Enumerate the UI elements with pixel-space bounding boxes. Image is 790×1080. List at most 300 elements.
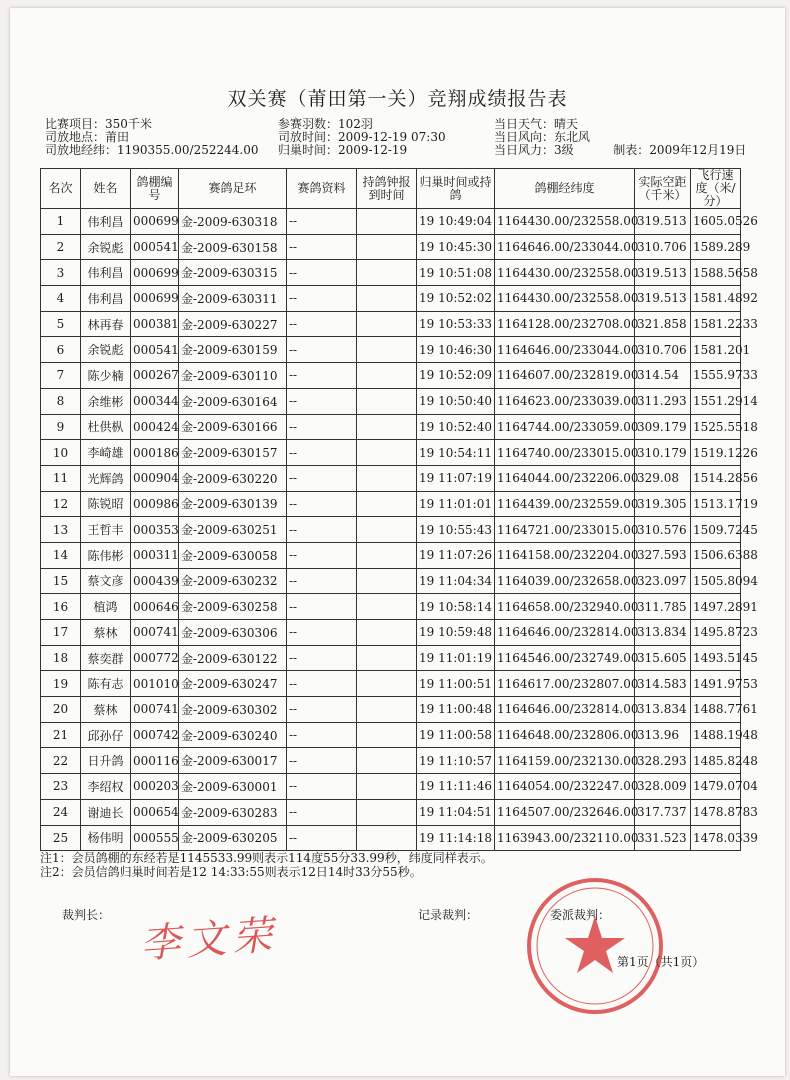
record-judge-label: 记录裁判： (418, 908, 479, 922)
table-cell: 328.009 (635, 774, 691, 800)
table-cell: 1488.7761 (691, 697, 741, 723)
table-cell (357, 311, 417, 337)
table-cell: 陈少楠 (81, 363, 131, 389)
table-cell: -- (287, 799, 357, 825)
table-row (41, 286, 741, 312)
table-cell: 1164646.00/233044.00 (495, 234, 635, 260)
table-cell: -- (287, 517, 357, 543)
table-cell (357, 209, 417, 235)
table-cell: 313.834 (635, 620, 691, 646)
table-row (41, 491, 741, 517)
table-cell (357, 774, 417, 800)
table-cell: 杨伟明 (81, 825, 131, 851)
table-cell: 328.293 (635, 748, 691, 774)
race-item: 比赛项目：350千米 (45, 117, 152, 131)
table-cell: 323.097 (635, 568, 691, 594)
table-cell: 19 10:54:11 (417, 440, 495, 466)
report-sheet (10, 8, 785, 1076)
table-cell: 1164646.00/232814.00 (495, 620, 635, 646)
table-row (41, 234, 741, 260)
table-cell: 陈伟彬 (81, 542, 131, 568)
table-cell: 000699 (131, 209, 179, 235)
official-seal-stamp (525, 876, 665, 1016)
table-cell: 1493.5145 (691, 645, 741, 671)
table-cell: 19 (41, 671, 81, 697)
table-cell: 1551.2914 (691, 388, 741, 414)
table-cell: 1509.7245 (691, 517, 741, 543)
table-cell: 蔡奕群 (81, 645, 131, 671)
table-cell: 1164128.00/232708.00 (495, 311, 635, 337)
column-header: 赛鸽足环 (179, 169, 287, 209)
table-cell (357, 414, 417, 440)
table-cell: 19 11:01:19 (417, 645, 495, 671)
table-cell: 19 10:50:40 (417, 388, 495, 414)
table-cell (357, 286, 417, 312)
table-cell: 19 11:07:26 (417, 542, 495, 568)
table-cell: -- (287, 311, 357, 337)
table-cell: 金-2009-630205 (179, 825, 287, 851)
table-cell: -- (287, 594, 357, 620)
table-cell (357, 825, 417, 851)
table-row (41, 311, 741, 337)
table-cell: 19 11:11:46 (417, 774, 495, 800)
table-row (41, 542, 741, 568)
table-cell: 1513.1719 (691, 491, 741, 517)
table-cell: 1478.0339 (691, 825, 741, 851)
table-cell: 19 11:04:51 (417, 799, 495, 825)
table-row (41, 568, 741, 594)
table-cell (357, 363, 417, 389)
table-cell: 315.605 (635, 645, 691, 671)
table-cell: 金-2009-630139 (179, 491, 287, 517)
table-cell: 伟利昌 (81, 260, 131, 286)
table-cell: 1164658.00/232940.00 (495, 594, 635, 620)
table-cell: 1581.4892 (691, 286, 741, 312)
table-cell: 1163943.00/232110.00 (495, 825, 635, 851)
table-row (41, 645, 741, 671)
release-coords: 司放地经纬：1190355.00/252244.00 (45, 143, 259, 157)
table-cell (357, 440, 417, 466)
column-header: 赛鸽资料 (287, 169, 357, 209)
table-cell: 金-2009-630251 (179, 517, 287, 543)
table-cell: 金-2009-630318 (179, 209, 287, 235)
table-cell: 1506.6388 (691, 542, 741, 568)
table-cell: 19 11:14:18 (417, 825, 495, 851)
table-row (41, 209, 741, 235)
table-cell: 000541 (131, 337, 179, 363)
table-cell: 金-2009-630058 (179, 542, 287, 568)
table-cell: 日升鸽 (81, 748, 131, 774)
table-cell: 19 10:51:08 (417, 260, 495, 286)
table-cell: 000267 (131, 363, 179, 389)
table-cell: -- (287, 645, 357, 671)
table-cell: 金-2009-630302 (179, 697, 287, 723)
note-2: 注2：会员信鸽归巢时间若是12 14:33:55则表示12日14时33分55秒。 (40, 865, 422, 879)
weather-info (494, 118, 746, 157)
table-cell: 317.737 (635, 799, 691, 825)
table-row (41, 620, 741, 646)
table-cell: 15 (41, 568, 81, 594)
table-cell: 蔡文彦 (81, 568, 131, 594)
table-cell: 李绍权 (81, 774, 131, 800)
table-cell: 1491.9753 (691, 671, 741, 697)
table-cell: 1 (41, 209, 81, 235)
table-cell: 000353 (131, 517, 179, 543)
table-cell: 000439 (131, 568, 179, 594)
table-cell: 金-2009-630240 (179, 722, 287, 748)
table-cell: 1497.2891 (691, 594, 741, 620)
wind-force-row (494, 144, 746, 157)
table-body (41, 209, 758, 851)
table-cell: 000186 (131, 440, 179, 466)
table-cell: 1485.8248 (691, 748, 741, 774)
table-cell: 19 11:07:19 (417, 465, 495, 491)
table-cell: 2 (41, 234, 81, 260)
table-row (41, 440, 741, 466)
chief-judge-label: 裁判长： (62, 908, 111, 922)
table-cell: -- (287, 620, 357, 646)
table-cell: 1581.2233 (691, 311, 741, 337)
table-cell (357, 620, 417, 646)
table-cell (357, 722, 417, 748)
table-cell: 金-2009-630315 (179, 260, 287, 286)
table-cell: 1588.5658 (691, 260, 741, 286)
table-cell: -- (287, 440, 357, 466)
table-cell: -- (287, 825, 357, 851)
table-row (41, 465, 741, 491)
table-row (41, 722, 741, 748)
weather: 当日天气：晴天 (494, 117, 579, 131)
table-cell: 1164039.00/232658.00 (495, 568, 635, 594)
table-cell: 1164740.00/233015.00 (495, 440, 635, 466)
table-cell: 杜供枞 (81, 414, 131, 440)
table-cell: 14 (41, 542, 81, 568)
table-cell: 金-2009-630258 (179, 594, 287, 620)
race-info (45, 118, 258, 157)
table-cell: 319.513 (635, 209, 691, 235)
table-cell: 311.293 (635, 388, 691, 414)
table-cell: 310.706 (635, 337, 691, 363)
table-cell: 植鸿 (81, 594, 131, 620)
table-cell: 1164617.00/232807.00 (495, 671, 635, 697)
table-cell: 金-2009-630164 (179, 388, 287, 414)
table-cell: 1164430.00/232558.00 (495, 286, 635, 312)
table-cell: 000424 (131, 414, 179, 440)
table-cell: 1488.1948 (691, 722, 741, 748)
table-cell: 金-2009-630122 (179, 645, 287, 671)
table-cell: -- (287, 465, 357, 491)
column-header: 飞行速度（米/分） (691, 169, 741, 209)
table-cell: 16 (41, 594, 81, 620)
made-on-date: 制表：2009年12月19日 (613, 143, 747, 157)
table-cell: 3 (41, 260, 81, 286)
table-cell: 17 (41, 620, 81, 646)
table-cell: 19 11:00:48 (417, 697, 495, 723)
table-cell: 19 11:10:57 (417, 748, 495, 774)
table-cell (357, 568, 417, 594)
table-cell: 000344 (131, 388, 179, 414)
table-cell: 310.706 (635, 234, 691, 260)
table-cell: 1164744.00/233059.00 (495, 414, 635, 440)
table-cell: 000541 (131, 234, 179, 260)
table-cell: 谢迪长 (81, 799, 131, 825)
table-row (41, 697, 741, 723)
table-cell: 1164607.00/232819.00 (495, 363, 635, 389)
table-cell: 000203 (131, 774, 179, 800)
table-cell: 310.576 (635, 517, 691, 543)
table-cell: 000654 (131, 799, 179, 825)
table-cell (357, 234, 417, 260)
table-cell: 1479.0704 (691, 774, 741, 800)
column-header: 鸽棚编号 (131, 169, 179, 209)
table-row (41, 337, 741, 363)
table-cell: 9 (41, 414, 81, 440)
table-cell: 1605.0526 (691, 209, 741, 235)
table-cell: 1164507.00/232646.00 (495, 799, 635, 825)
table-cell: 金-2009-630311 (179, 286, 287, 312)
column-header: 姓名 (81, 169, 131, 209)
table-cell: 1555.9733 (691, 363, 741, 389)
table-cell: 余锐彪 (81, 234, 131, 260)
wind-force: 当日风力：3级 (494, 143, 574, 157)
table-cell: -- (287, 491, 357, 517)
table-cell: 1581.201 (691, 337, 741, 363)
table-cell: 1505.8094 (691, 568, 741, 594)
table-cell: 1164623.00/233039.00 (495, 388, 635, 414)
table-cell: 19 10:46:30 (417, 337, 495, 363)
table-cell: 319.513 (635, 260, 691, 286)
table-row (41, 363, 741, 389)
table-cell: 蔡林 (81, 697, 131, 723)
table-cell: 金-2009-630247 (179, 671, 287, 697)
table-cell: 21 (41, 722, 81, 748)
table-cell: -- (287, 697, 357, 723)
table-cell: 19 10:52:40 (417, 414, 495, 440)
table-cell: 8 (41, 388, 81, 414)
table-cell: 314.583 (635, 671, 691, 697)
table-cell: 1164439.00/232559.00 (495, 491, 635, 517)
table-cell: 000555 (131, 825, 179, 851)
table-cell: 24 (41, 799, 81, 825)
wind-direction: 当日风向：东北风 (494, 130, 591, 144)
table-cell: 000741 (131, 620, 179, 646)
table-cell: -- (287, 568, 357, 594)
table-cell: 000904 (131, 465, 179, 491)
table-cell: 000986 (131, 491, 179, 517)
chief-judge-signature: 李文荣 (138, 912, 280, 968)
table-cell: 19 10:59:48 (417, 620, 495, 646)
table-row (41, 388, 741, 414)
table-cell: 伟利昌 (81, 286, 131, 312)
table-cell: 19 11:00:51 (417, 671, 495, 697)
table-cell: 19 10:53:33 (417, 311, 495, 337)
table-cell (357, 491, 417, 517)
table-cell: 林再春 (81, 311, 131, 337)
table-cell: 23 (41, 774, 81, 800)
table-cell: 19 11:04:34 (417, 568, 495, 594)
table-cell: 蔡林 (81, 620, 131, 646)
column-header: 归巢时间或持鸽 (417, 169, 495, 209)
table-cell: 19 10:52:09 (417, 363, 495, 389)
table-cell: 金-2009-630220 (179, 465, 287, 491)
note-1: 注1：会员鸽棚的东经若是1145533.99则表示114度55分33.99秒，纬度同样表示。 (40, 851, 493, 865)
table-cell: 1164648.00/232806.00 (495, 722, 635, 748)
table-cell: 19 10:45:30 (417, 234, 495, 260)
column-header: 名次 (41, 169, 81, 209)
table-cell (357, 799, 417, 825)
table-cell: 321.858 (635, 311, 691, 337)
table-cell: 1164054.00/232247.00 (495, 774, 635, 800)
table-row (41, 260, 741, 286)
table-cell: 22 (41, 748, 81, 774)
table-cell: 19 10:49:04 (417, 209, 495, 235)
table-cell: 319.305 (635, 491, 691, 517)
table-cell: 金-2009-630159 (179, 337, 287, 363)
table-cell: -- (287, 363, 357, 389)
table-cell: 000699 (131, 260, 179, 286)
table-cell: 1164044.00/232206.00 (495, 465, 635, 491)
results-table (40, 168, 758, 851)
table-cell: 1164546.00/232749.00 (495, 645, 635, 671)
table-cell: 余维彬 (81, 388, 131, 414)
table-cell: 余锐彪 (81, 337, 131, 363)
report-title: 双关赛（莆田第一关）竞翔成绩报告表 (227, 88, 568, 110)
table-cell: 金-2009-630283 (179, 799, 287, 825)
table-cell: 陈锐昭 (81, 491, 131, 517)
table-cell: -- (287, 234, 357, 260)
table-cell: -- (287, 748, 357, 774)
table-cell: 1525.5518 (691, 414, 741, 440)
table-cell: 6 (41, 337, 81, 363)
table-cell: 329.08 (635, 465, 691, 491)
page-indicator: 第1页（共1页） (617, 955, 705, 969)
table-row (41, 414, 741, 440)
column-header: 持鸽钟报到时间 (357, 169, 417, 209)
table-cell: 1164646.00/232814.00 (495, 697, 635, 723)
table-cell: 1164158.00/232204.00 (495, 542, 635, 568)
table-cell: -- (287, 209, 357, 235)
table-cell: 18 (41, 645, 81, 671)
table-cell: 000699 (131, 286, 179, 312)
table-cell: 5 (41, 311, 81, 337)
table-cell: -- (287, 671, 357, 697)
table-cell: -- (287, 388, 357, 414)
table-cell: 10 (41, 440, 81, 466)
table-cell: 13 (41, 517, 81, 543)
table-cell: -- (287, 414, 357, 440)
column-header: 鸽棚经纬度 (495, 169, 635, 209)
table-cell: 313.834 (635, 697, 691, 723)
table-cell: 000116 (131, 748, 179, 774)
table-cell: 金-2009-630001 (179, 774, 287, 800)
table-cell (357, 697, 417, 723)
table-row (41, 594, 741, 620)
table-cell: 金-2009-630306 (179, 620, 287, 646)
table-cell (357, 260, 417, 286)
table-cell: 11 (41, 465, 81, 491)
table-cell: 19 11:01:01 (417, 491, 495, 517)
table-cell: 李崎雄 (81, 440, 131, 466)
results-table-wrap (40, 168, 758, 851)
table-cell: 1164159.00/232130.00 (495, 748, 635, 774)
table-header-row (41, 169, 741, 209)
table-cell: 20 (41, 697, 81, 723)
table-cell: 金-2009-630110 (179, 363, 287, 389)
table-cell: 1589.289 (691, 234, 741, 260)
table-row (41, 799, 741, 825)
table-cell (357, 388, 417, 414)
table-cell: 319.513 (635, 286, 691, 312)
table-cell: 金-2009-630017 (179, 748, 287, 774)
table-cell: 金-2009-630227 (179, 311, 287, 337)
table-cell: 1164430.00/232558.00 (495, 209, 635, 235)
table-cell: 19 10:58:14 (417, 594, 495, 620)
entries-count: 参赛羽数：102羽 (278, 117, 373, 131)
table-cell (357, 465, 417, 491)
table-cell: 1164721.00/233015.00 (495, 517, 635, 543)
table-cell (357, 671, 417, 697)
table-row (41, 774, 741, 800)
table-cell (357, 517, 417, 543)
table-cell: 金-2009-630232 (179, 568, 287, 594)
table-cell: 331.523 (635, 825, 691, 851)
table-row (41, 748, 741, 774)
table-cell: 1164430.00/232558.00 (495, 260, 635, 286)
table-cell: -- (287, 337, 357, 363)
table-row (41, 671, 741, 697)
table-cell: 7 (41, 363, 81, 389)
table-cell (357, 748, 417, 774)
table-cell: 1519.1226 (691, 440, 741, 466)
table-cell: 314.54 (635, 363, 691, 389)
table-cell: 王哲丰 (81, 517, 131, 543)
table-cell: 313.96 (635, 722, 691, 748)
table-cell: 000646 (131, 594, 179, 620)
table-cell: 光辉鸽 (81, 465, 131, 491)
table-cell (357, 594, 417, 620)
table-cell: 1495.8723 (691, 620, 741, 646)
table-cell: 000741 (131, 697, 179, 723)
table-cell: 000381 (131, 311, 179, 337)
table-cell: 1478.8783 (691, 799, 741, 825)
release-time: 司放时间：2009-12-19 07:30 (278, 130, 446, 144)
table-cell: 金-2009-630157 (179, 440, 287, 466)
table-cell: 金-2009-630166 (179, 414, 287, 440)
table-cell: -- (287, 774, 357, 800)
table-row (41, 517, 741, 543)
column-header: 实际空距（千米） (635, 169, 691, 209)
table-cell: 000311 (131, 542, 179, 568)
table-cell (357, 645, 417, 671)
table-cell: -- (287, 286, 357, 312)
table-cell: -- (287, 260, 357, 286)
table-cell: 000772 (131, 645, 179, 671)
table-cell: 19 10:55:43 (417, 517, 495, 543)
table-cell: 001010 (131, 671, 179, 697)
table-cell: 19 11:00:58 (417, 722, 495, 748)
table-cell: 19 10:52:02 (417, 286, 495, 312)
release-info (278, 118, 446, 157)
table-cell: -- (287, 722, 357, 748)
table-cell: 1514.2856 (691, 465, 741, 491)
release-place: 司放地点：莆田 (45, 130, 130, 144)
notes (40, 851, 493, 879)
table-row (41, 825, 741, 851)
table-cell: 327.593 (635, 542, 691, 568)
table-cell: 000742 (131, 722, 179, 748)
table-cell: 311.785 (635, 594, 691, 620)
table-cell: 陈有志 (81, 671, 131, 697)
